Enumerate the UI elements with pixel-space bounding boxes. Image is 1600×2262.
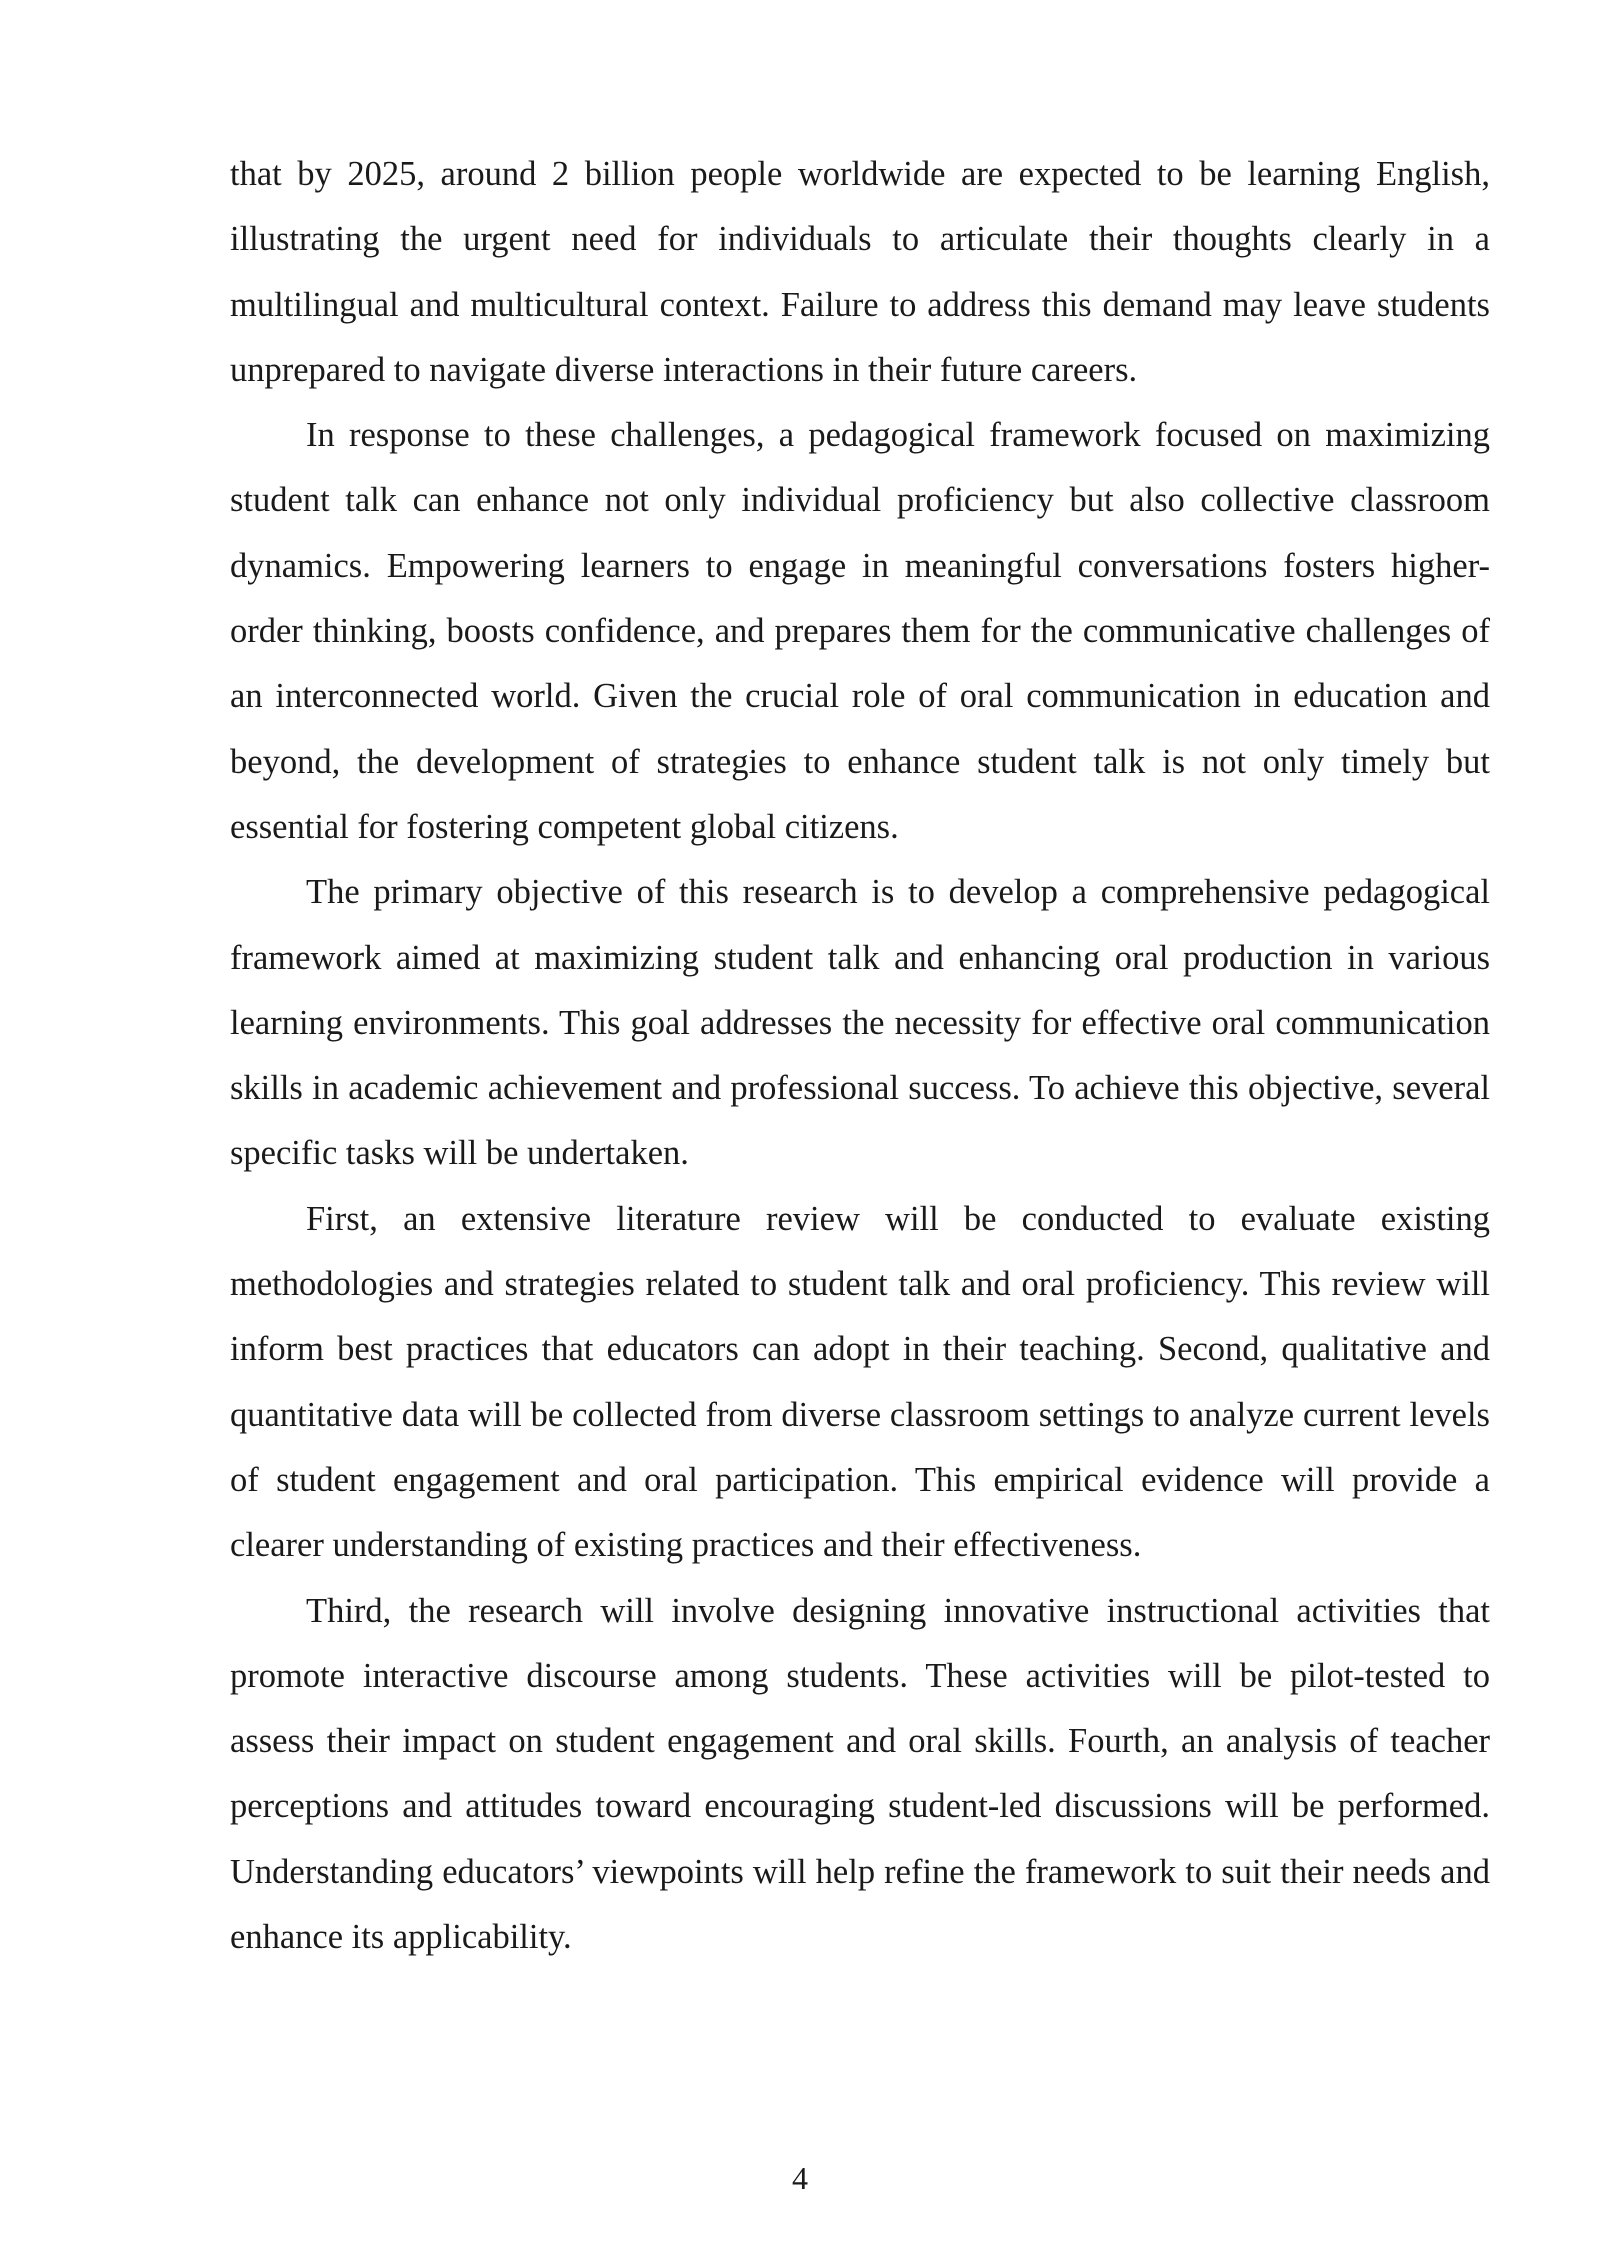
body-text bbox=[230, 142, 1490, 1970]
paragraph-primary-objective: The primary objective of this research is to develop a comprehensive pedagogical framework aimed at maximizing student talk and enhancing oral production in various learning environments. This goal addresses the necessity for effective oral communication skills in academic achievement and professional success. To achieve this objective, several specific tasks will be undertaken. bbox=[230, 873, 1490, 1173]
paragraph-third-fourth-tasks: Third, the research will involve designing innovative instructional activities that promote interactive discourse among students. These activities will be pilot-tested to assess their impact on student engagement and oral skills. Fourth, an analysis of teacher perceptions and attitudes toward encouraging student-led discussions will be performed. Understanding educators’ viewpoints will help refine the framework to suit their needs and enhance its applicability. bbox=[230, 1591, 1490, 1957]
paragraph-challenges-response: In response to these challenges, a pedagogical framework focused on maximizing student talk can enhance not only individual proficiency but also collective classroom dynamics. Empowering learners to engage in meaningful conversations fosters higher-order thinking, boosts confidence, and prepares them for the communicative challenges of an interconnected world. Given the crucial role of oral communication in education and beyond, the development of strategies to enhance student talk is not only timely but essential for fostering competent global citizens. bbox=[230, 416, 1490, 846]
paragraph-first-second-tasks: First, an extensive literature review will be conducted to evaluate existing methodologies and strategies related to student talk and oral proficiency. This review will inform best practices that educators can adopt in their teaching. Second, qualitative and quantitative data will be collected from diverse classroom settings to analyze current levels of student engagement and oral participation. This empirical evidence will provide a clearer understanding of existing practices and their effectiveness. bbox=[230, 1199, 1490, 1565]
page-number: 4 bbox=[792, 2160, 808, 2196]
paragraph-continuation: that by 2025, around 2 billion people worldwide are expected to be learning English, illustrating the urgent need for individuals to articulate their thoughts clearly in a multilingual and multicultural context. Failure to address this demand may leave students unprepared to navigate diverse interactions in their future careers. bbox=[230, 155, 1490, 389]
